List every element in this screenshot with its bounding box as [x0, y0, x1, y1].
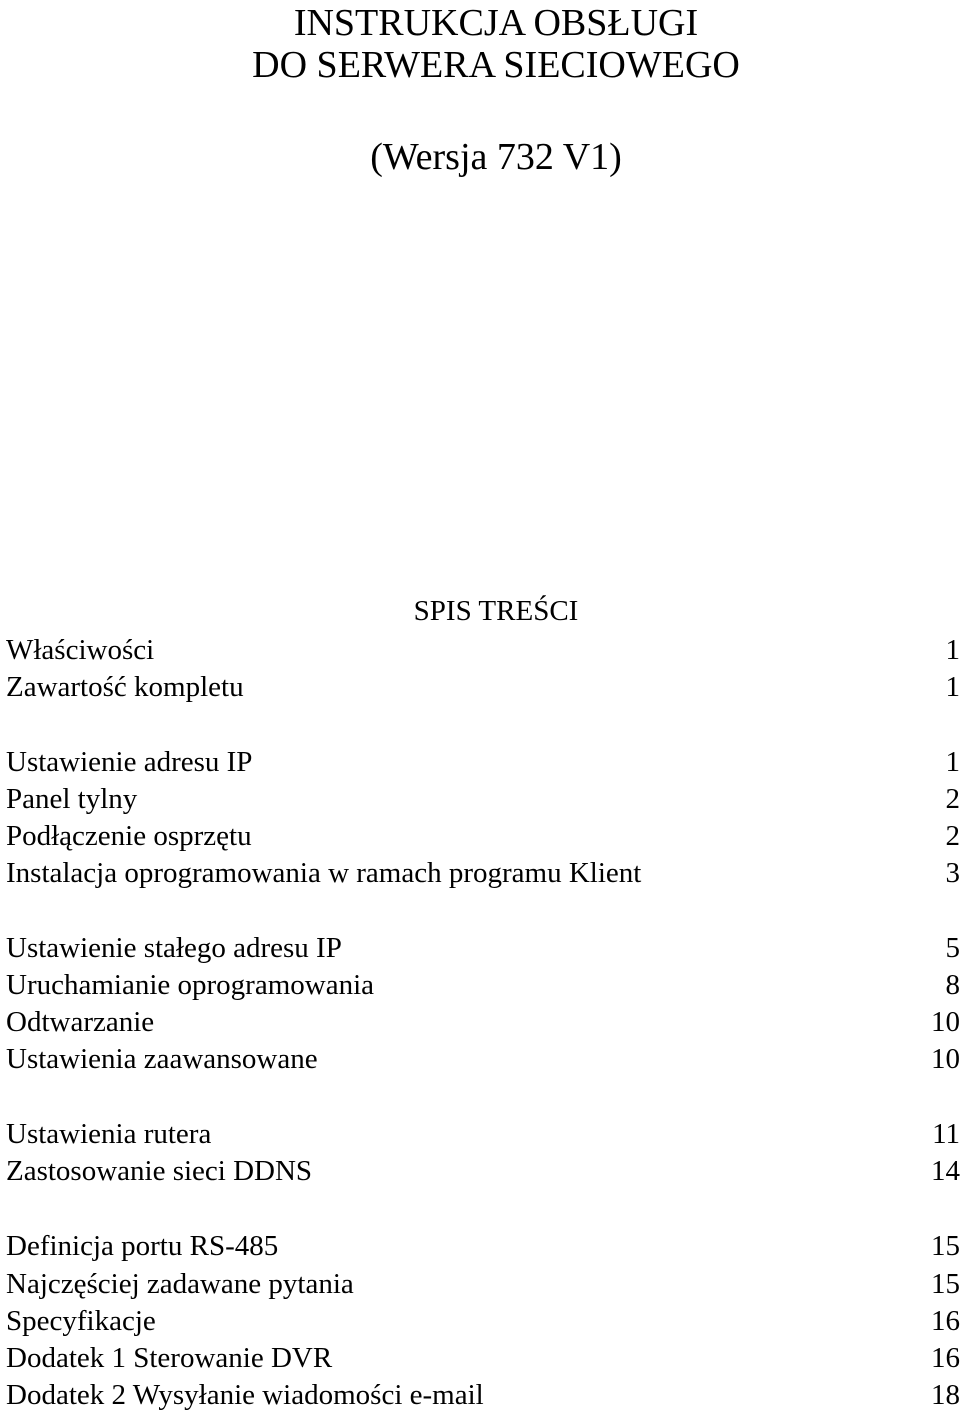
toc-entry-label: Ustawienia rutera [6, 1118, 212, 1150]
document-title-line-2: DO SERWERA SIECIOWEGO [252, 44, 740, 86]
toc-entry [6, 633, 960, 667]
toc-entry [6, 1229, 960, 1263]
toc-entry-label: Najczęściej zadawane pytania [6, 1268, 354, 1300]
toc-entry-label: Ustawienie adresu IP [6, 746, 253, 778]
toc-entry-label: Ustawienie stałego adresu IP [6, 932, 342, 964]
toc-entry [6, 1005, 960, 1039]
toc-entry-label: Właściwości [6, 634, 155, 666]
toc-entry-page: 2 [945, 783, 960, 815]
toc-entry-page: 11 [932, 1118, 960, 1150]
toc-entry-label: Uruchamianie oprogramowania [6, 969, 374, 1001]
toc-entry-label: Panel tylny [6, 783, 138, 815]
toc-entry [6, 670, 960, 704]
toc-entry-page: 1 [945, 671, 960, 703]
toc-entry [6, 856, 960, 890]
toc-entry-label: Specyfikacje [6, 1305, 156, 1337]
toc-entry-page: 14 [931, 1155, 960, 1187]
toc-heading: SPIS TREŚCI [413, 595, 579, 627]
toc-entry-page: 1 [945, 746, 960, 778]
toc-entry-label: Podłączenie osprzętu [6, 820, 252, 852]
toc-entry-page: 18 [931, 1379, 960, 1411]
toc-entry-page: 16 [931, 1305, 960, 1337]
toc-entry-label: Instalacja oprogramowania w ramach programu Klient [6, 857, 642, 889]
toc-entry-label: Zastosowanie sieci DDNS [6, 1155, 313, 1187]
toc-entry-page: 16 [931, 1342, 960, 1374]
toc-entry-page: 10 [931, 1043, 960, 1075]
toc-entry [6, 1378, 960, 1412]
toc-entry-page: 15 [931, 1230, 960, 1262]
toc-entry-page: 10 [931, 1006, 960, 1038]
toc-entry-page: 3 [945, 857, 960, 889]
toc-entry [6, 1341, 960, 1375]
document-title-line-1: INSTRUKCJA OBSŁUGI [293, 2, 699, 44]
toc-entry-page: 1 [945, 634, 960, 666]
toc-entry-label: Dodatek 2 Wysyłanie wiadomości e-mail [6, 1379, 484, 1411]
toc-entry [6, 1042, 960, 1076]
toc-entry [6, 1154, 960, 1188]
toc-entry [6, 819, 960, 853]
toc-entry [6, 1304, 960, 1338]
toc-entry [6, 1267, 960, 1301]
toc-entry [6, 1117, 960, 1151]
toc-entry [6, 931, 960, 965]
toc-entry [6, 782, 960, 816]
toc-entry-label: Zawartość kompletu [6, 671, 244, 703]
toc-entry [6, 745, 960, 779]
toc-entry-page: 5 [945, 932, 960, 964]
toc-entry-label: Definicja portu RS-485 [6, 1230, 279, 1262]
toc-entry-label: Ustawienia zaawansowane [6, 1043, 318, 1075]
toc-entry-label: Dodatek 1 Sterowanie DVR [6, 1342, 333, 1374]
toc-entry-page: 15 [931, 1268, 960, 1300]
document-version: (Wersja 732 V1) [370, 136, 622, 178]
toc-entry-page: 8 [945, 969, 960, 1001]
toc-entry [6, 968, 960, 1002]
toc-entry-page: 2 [945, 820, 960, 852]
toc-entry-label: Odtwarzanie [6, 1006, 155, 1038]
